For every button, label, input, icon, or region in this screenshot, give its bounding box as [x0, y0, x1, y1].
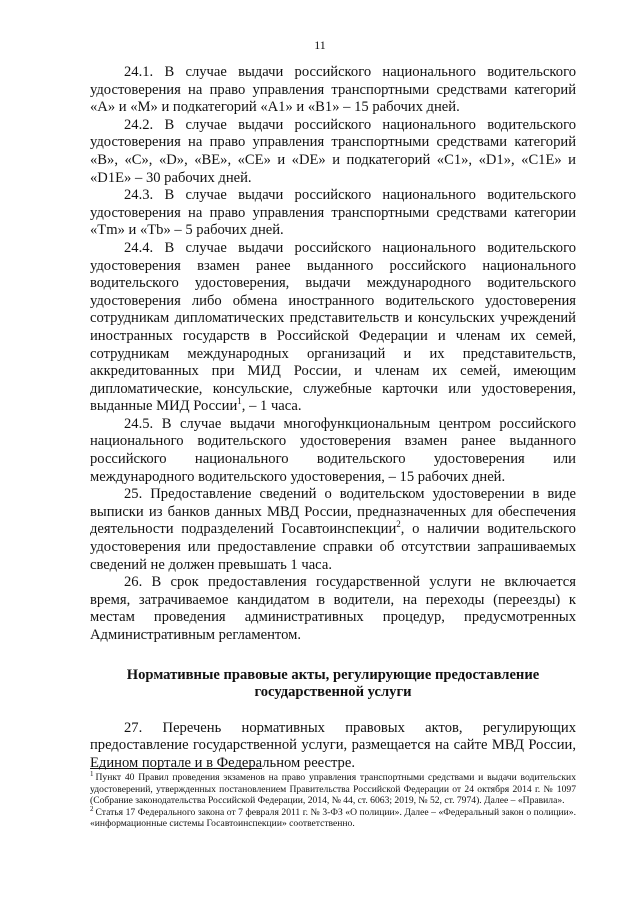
- section-heading: Нормативные правовые акты, регулирующие предоставление государственной услуги: [126, 666, 540, 701]
- footnote-1-text: Пункт 40 Правил проведения экзаменов на право управления транспортными средствами и выдачи водительских удостоверений, утвержденных постановлением Правительства Российской Федерации от 24 октября 2014 г. № 1097 (Собрание законодательства Российской Федерации, 2014, № 44, ст. 6063; 2019, № 52, ст. 7974). Далее – «Правила».: [90, 772, 576, 807]
- paragraph-25-tail: , о наличии водительского удостоверения или предоставление справки об отсутствии запрашиваемых сведений не должен превышать 1 часа.: [90, 521, 576, 573]
- paragraph-24-5: 24.5. В случае выдачи многофункциональным центром российского национального водительского удостоверения взамен ранее выданного российского национального водительского удостоверения или международного водительского удостоверения, – 15 рабочих дней.: [90, 415, 576, 485]
- footnote-1: [90, 769, 576, 807]
- paragraph-24-2: 24.2. В случае выдачи российского национального водительского удостоверения на право управления транспортными средствами категорий «В», «С», «D», «ВЕ», «СЕ» и «DE» и подкатегорий «С1», «D1», «С1Е» и «D1Е» – 30 рабочих дней.: [90, 116, 576, 186]
- paragraph-27: 27. Перечень нормативных правовых актов, регулирующих предоставление государственной услуги, размещается на сайте МВД России, Едином портале и в Федеральном реестре.: [90, 719, 576, 771]
- footnote-ref-2: 2: [396, 519, 401, 530]
- paragraph-24-4-text: 24.4. В случае выдачи российского национального водительского удостоверения взамен ранее выданного российского национального водительского удостоверения, выдачи международного водительского удостоверения либо обмена иностранного водительского удостоверения сотрудникам дипломатических представительств и консульских учреждений иностранных государств в Российской Федерации и членам их семей, сотрудникам международных организаций и их представительств, аккредитованных при МИД России, и членам их семей, имеющим дипломатические, консульские, служебные карточки или удостоверения, выданные МИД России: [90, 239, 576, 415]
- footnote-2: [90, 804, 576, 830]
- paragraph-24-4: [90, 240, 576, 416]
- body-text: [90, 64, 576, 773]
- footnotes: [90, 769, 576, 830]
- paragraph-25-text: 25. Предоставление сведений о водительском удостоверении в виде выписки из банков данных МВД России, предназначенных для обеспечения деятельности подразделений Госавтоинспекции: [90, 486, 576, 538]
- footnote-ref-1: 1: [237, 396, 242, 407]
- paragraph-24-4-tail: , – 1 часа.: [241, 398, 302, 415]
- paragraph-24-1: 24.1. В случае выдачи российского национального водительского удостоверения на право управления транспортными средствами категорий «А» и «М» и подкатегорий «А1» и «В1» – 15 рабочих дней.: [90, 64, 576, 116]
- page-number: 11: [314, 38, 326, 52]
- paragraph-25: [90, 486, 576, 574]
- footnote-1-mark: 1: [90, 769, 94, 778]
- footnote-2-text: Статья 17 Федерального закона от 7 февраля 2011 г. № 3-ФЗ «О полиции». Далее – «Федеральный закон о полиции». «информационные системы Госавтоинспекции» соответственно.: [90, 806, 576, 830]
- paragraph-26: 26. В срок предоставления государственной услуги не включается время, затрачиваемое кандидатом в водители, на переходы (переезды) к местам проведения административных процедур, предусмотренных Административным регламентом.: [90, 574, 576, 643]
- footnote-divider: [90, 768, 262, 769]
- footnote-2-mark: 2: [90, 804, 94, 813]
- paragraph-24-3: 24.3. В случае выдачи российского национального водительского удостоверения на право управления транспортными средствами категории «Tm» и «Tb» – 5 рабочих дней.: [90, 187, 576, 239]
